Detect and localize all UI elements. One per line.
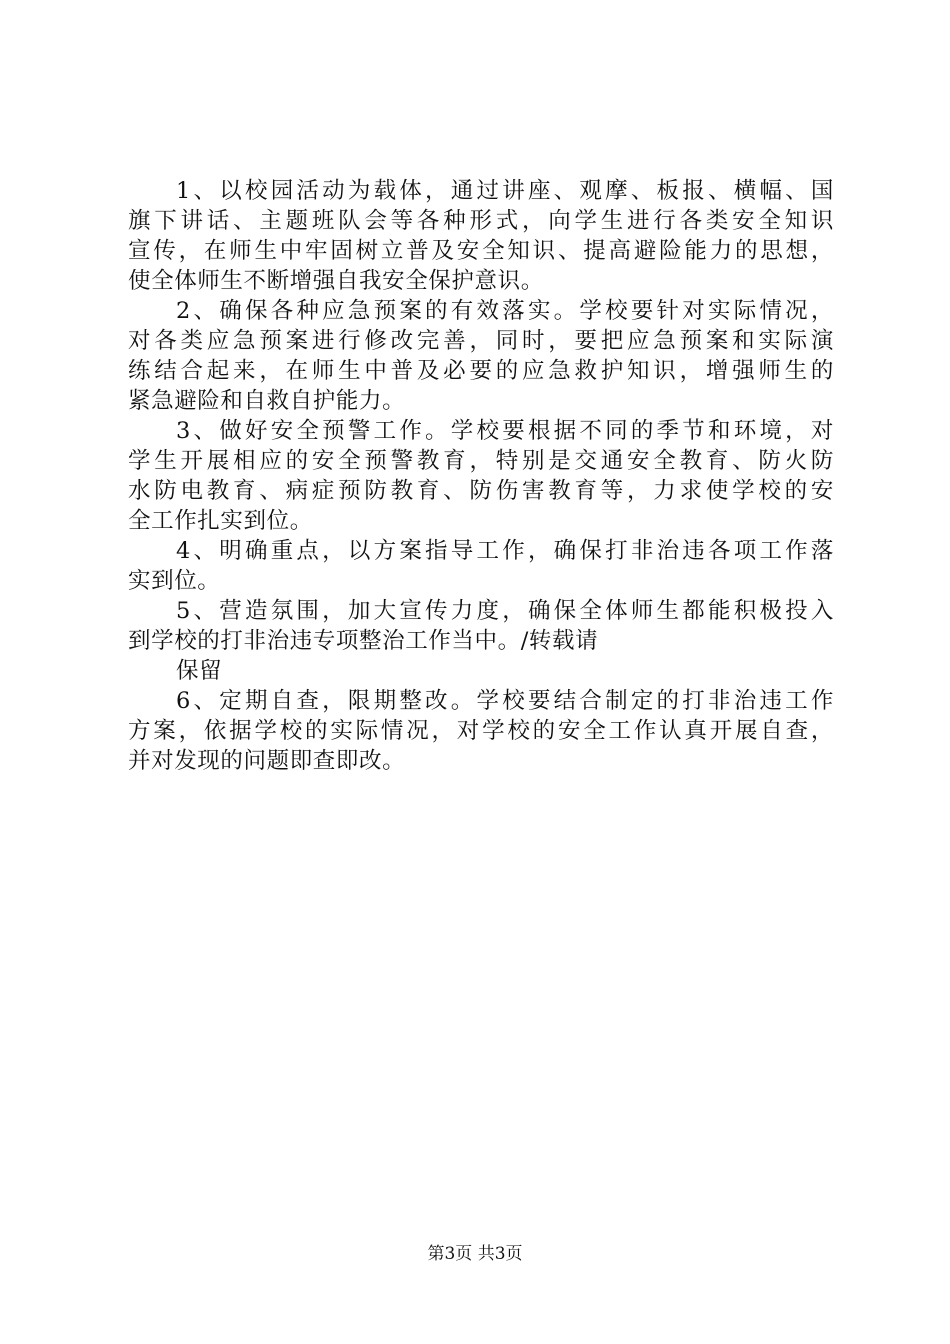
paragraph-5-line-2: 到学校的打非治违专项整治工作当中。/转载请 <box>128 628 599 654</box>
paragraph-6-line-1: 6、定期自查，限期整改。学校要结合制定的打非治违工作 <box>176 688 834 714</box>
paragraph-3-line-3: 水防电教育、病症预防教育、防伤害教育等，力求使学校的安 <box>128 478 834 504</box>
paragraph-1-line-3: 宣传，在师生中牢固树立普及安全知识、提高避险能力的思想， <box>128 238 834 264</box>
paragraph-3-line-2: 学生开展相应的安全预警教育，特别是交通安全教育、防火防 <box>128 448 834 474</box>
paragraph-3-line-4: 全工作扎实到位。 <box>128 508 313 534</box>
paragraph-2-line-3: 练结合起来，在师生中普及必要的应急救护知识，增强师生的 <box>128 358 834 384</box>
paragraph-5-line-3: 保留 <box>176 658 223 684</box>
paragraph-6-line-2: 方案，依据学校的实际情况，对学校的安全工作认真开展自查， <box>128 718 834 744</box>
paragraph-2-line-4: 紧急避险和自救自护能力。 <box>128 388 406 414</box>
paragraph-1-line-2: 旗下讲话、主题班队会等各种形式，向学生进行各类安全知识 <box>128 208 834 234</box>
paragraph-5-line-1: 5、营造氛围，加大宣传力度，确保全体师生都能积极投入 <box>176 598 834 624</box>
paragraph-6-line-3: 并对发现的问题即查即改。 <box>128 748 406 774</box>
page-number-label: 第3页 共3页 <box>427 1244 523 1264</box>
paragraph-2-line-2: 对各类应急预案进行修改完善，同时，要把应急预案和实际演 <box>128 328 834 354</box>
paragraph-1-line-1: 1、以校园活动为载体，通过讲座、观摩、板报、横幅、国 <box>176 178 834 204</box>
page-footer <box>0 1244 950 1264</box>
paragraph-4-line-2: 实到位。 <box>128 568 221 594</box>
paragraph-3-line-1: 3、做好安全预警工作。学校要根据不同的季节和环境，对 <box>176 418 834 444</box>
paragraph-4-line-1: 4、明确重点，以方案指导工作，确保打非治违各项工作落 <box>176 538 834 564</box>
paragraph-1-line-4: 使全体师生不断增强自我安全保护意识。 <box>128 268 544 294</box>
paragraph-2-line-1: 2、确保各种应急预案的有效落实。学校要针对实际情况， <box>176 298 834 324</box>
document-body <box>128 176 834 776</box>
